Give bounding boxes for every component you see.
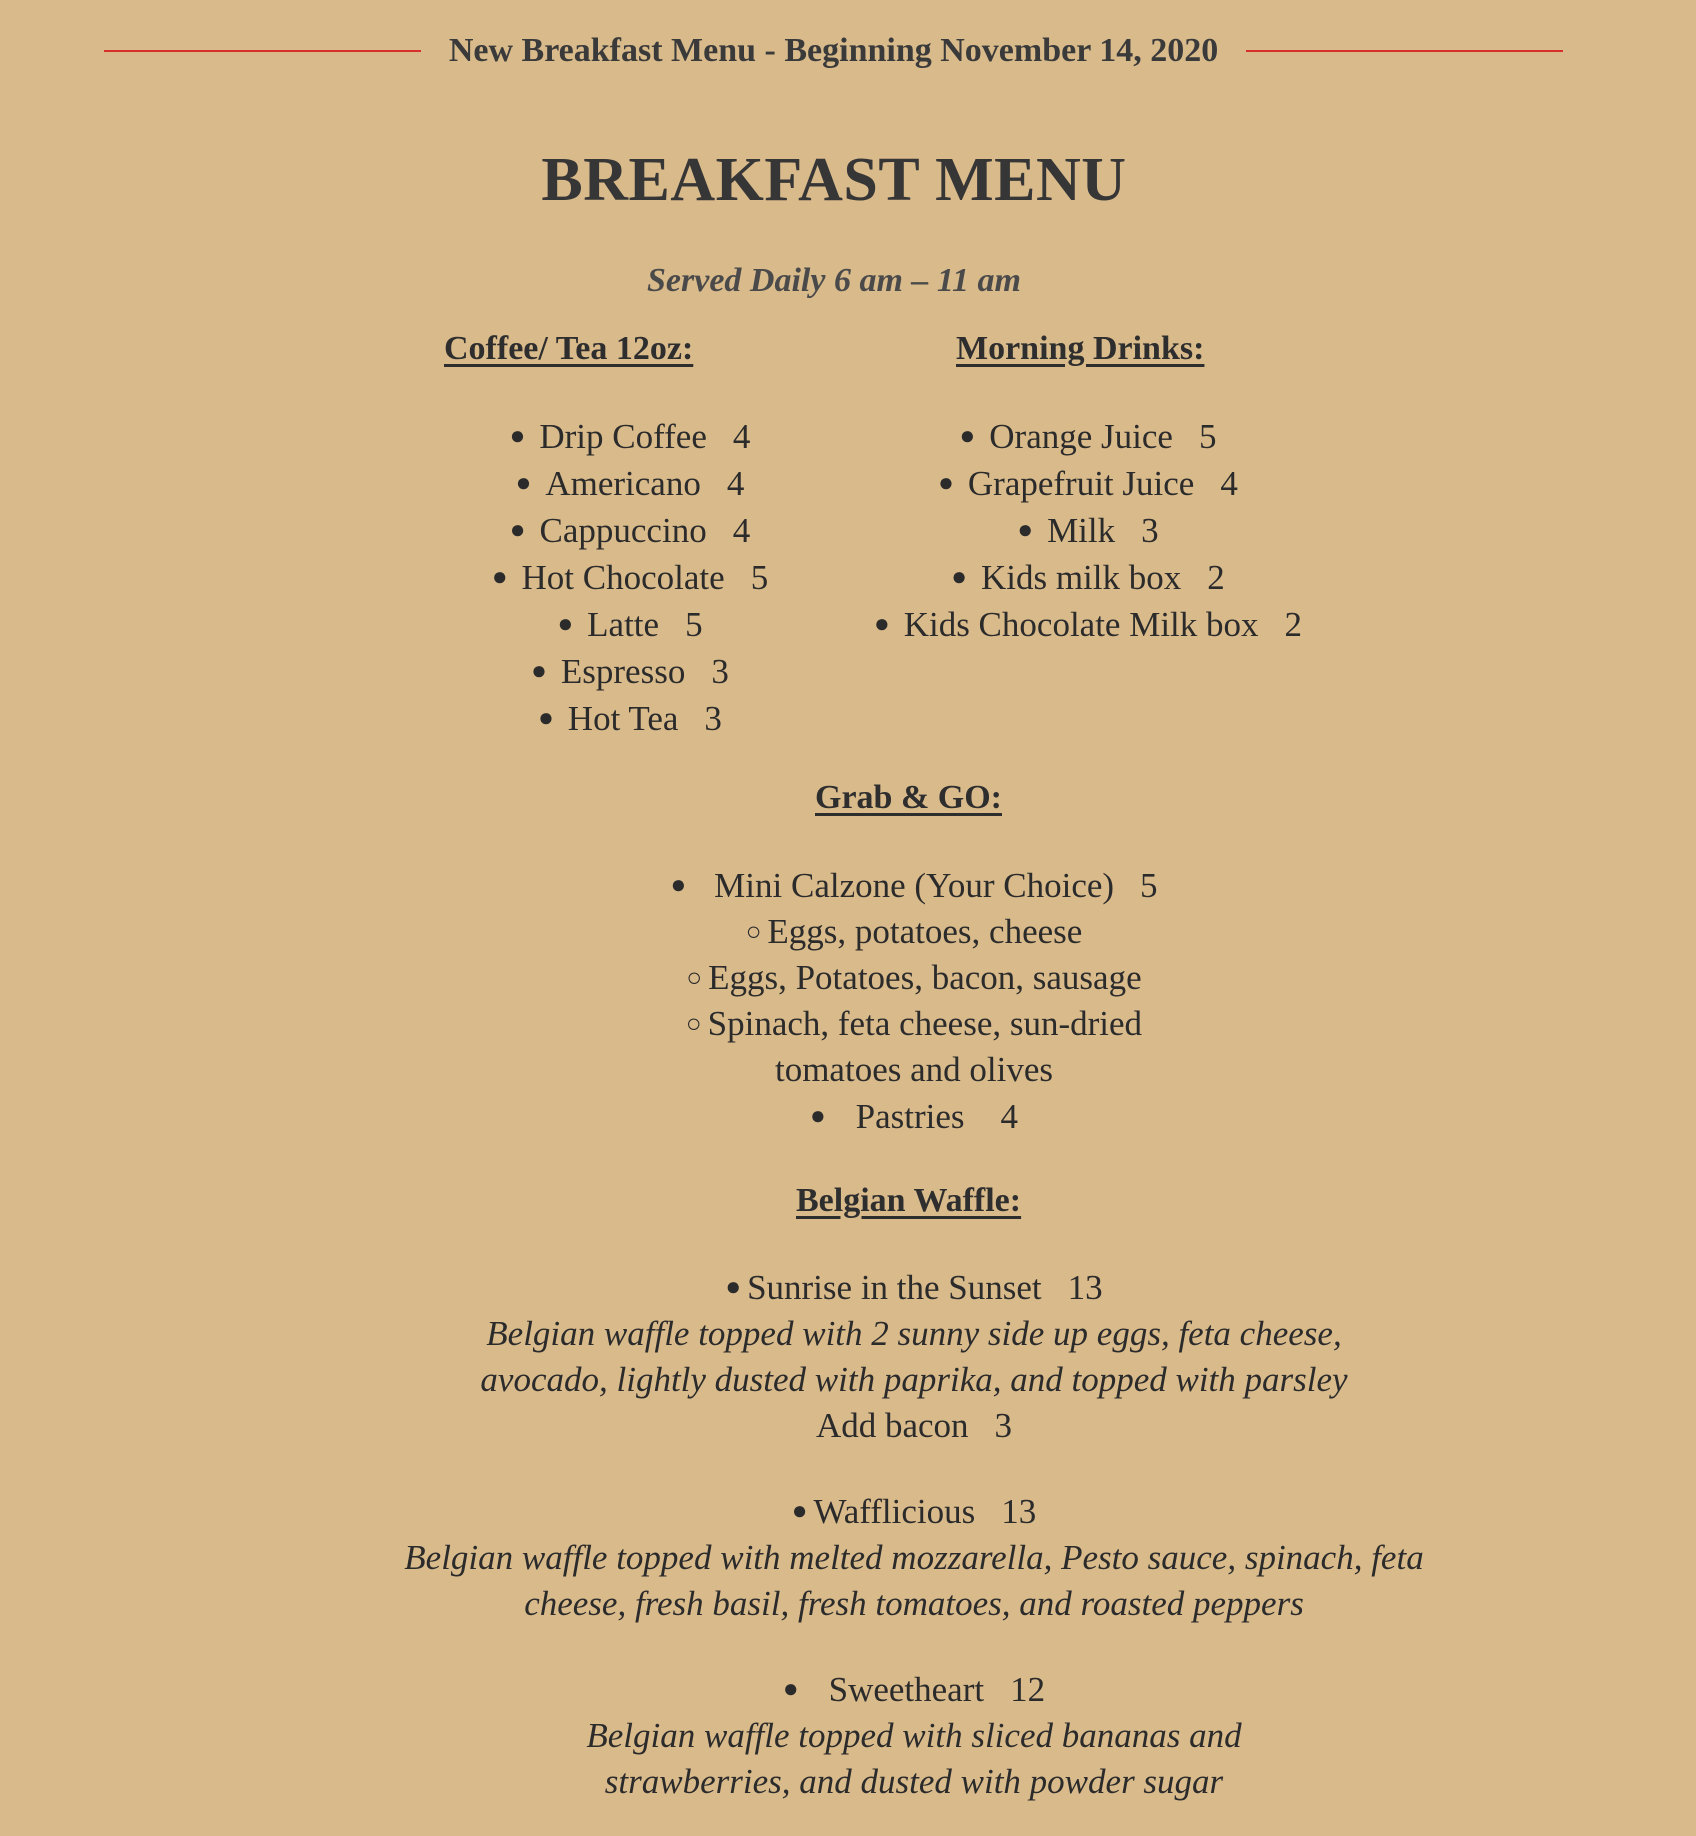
item-price: 4 — [732, 511, 751, 550]
item-price: 4 — [1000, 1097, 1019, 1136]
option-text: Eggs, Potatoes, bacon, sausage — [708, 958, 1142, 997]
bullet-icon: ● — [725, 1272, 742, 1301]
item-name: Cappuccino — [539, 511, 707, 550]
bullet-icon: ● — [1017, 515, 1034, 544]
bullet-icon: ● — [951, 562, 967, 591]
bullet-icon: ● — [809, 1101, 826, 1130]
item-description: Belgian waffle topped with melted mozzarella, Pesto sauce, spinach, feta — [404, 1538, 1424, 1577]
item-name: Grapefruit Juice — [967, 464, 1195, 503]
item-name: Kids Chocolate Milk box — [903, 605, 1259, 644]
coffee-tea-heading: Coffee/ Tea 12oz: — [444, 330, 694, 367]
bullet-icon: ● — [670, 870, 687, 899]
option-continuation: tomatoes and olives — [774, 1050, 1053, 1089]
item-price: 2 — [1207, 558, 1225, 597]
addon — [0, 1403, 1696, 1449]
list-item — [838, 413, 1338, 460]
item-price: 13 — [1001, 1492, 1037, 1531]
item-name: Hot Tea — [567, 699, 679, 738]
list-item — [838, 554, 1338, 601]
banner-left-rule — [104, 50, 421, 52]
option-text: Eggs, potatoes, cheese — [767, 912, 1083, 951]
waffle-item-wafflicious — [0, 1488, 1696, 1627]
bullet-icon: ● — [791, 1496, 808, 1525]
belgian-waffle-heading: Belgian Waffle: — [796, 1182, 1022, 1219]
bullet-icon: ● — [531, 656, 547, 685]
waffle-item-title — [0, 1666, 1696, 1713]
item-price: 13 — [1067, 1268, 1103, 1307]
serving-hours: Served Daily 6 am – 11 am — [647, 262, 1021, 299]
item-price: 4 — [726, 464, 745, 503]
item-name: Pastries — [855, 1097, 965, 1136]
item-name: Sunrise in the Sunset — [747, 1268, 1042, 1307]
item-price: 4 — [1220, 464, 1238, 503]
item-description: Belgian waffle topped with sliced bananas and — [586, 1716, 1242, 1755]
addon-name: Add bacon — [815, 1406, 969, 1445]
bullet-icon: ● — [873, 609, 890, 638]
bullet-icon: ● — [538, 703, 554, 732]
bullet-icon: ● — [557, 609, 574, 638]
item-price: 3 — [704, 699, 722, 738]
waffle-item-sunrise — [0, 1264, 1696, 1449]
item-name: Milk — [1047, 511, 1116, 550]
list-item — [380, 413, 880, 460]
waffle-item-title — [0, 1488, 1696, 1535]
item-price: 3 — [1141, 511, 1159, 550]
coffee-tea-list — [380, 413, 880, 742]
item-name: Kids milk box — [980, 558, 1182, 597]
addon-price: 3 — [994, 1406, 1013, 1445]
list-item — [380, 507, 880, 554]
item-name: Wafflicious — [813, 1492, 976, 1531]
item-price: 4 — [732, 417, 751, 456]
item-price: 12 — [1010, 1670, 1046, 1709]
circle-bullet-icon: ○ — [686, 963, 703, 992]
option-item — [0, 1001, 1696, 1047]
list-item — [380, 648, 880, 695]
list-item — [838, 460, 1338, 507]
item-description: cheese, fresh basil, fresh tomatoes, and roasted peppers — [524, 1584, 1304, 1623]
waffle-item-title — [0, 1264, 1696, 1311]
item-name: Drip Coffee — [539, 417, 707, 456]
top-banner — [104, 22, 1563, 80]
bullet-icon: ● — [959, 421, 976, 450]
item-name: Americano — [545, 464, 701, 503]
circle-bullet-icon: ○ — [685, 1009, 702, 1038]
option-item — [0, 909, 1696, 955]
morning-drinks-list — [838, 413, 1338, 648]
list-item — [0, 862, 1696, 909]
item-description: avocado, lightly dusted with paprika, and topped with parsley — [480, 1360, 1348, 1399]
item-name: Sweetheart — [828, 1670, 985, 1709]
list-item — [838, 507, 1338, 554]
item-price: 3 — [711, 652, 729, 691]
item-price: 5 — [750, 558, 769, 597]
bullet-icon: ● — [509, 515, 526, 544]
list-item — [380, 601, 880, 648]
option-text: Spinach, feta cheese, sun-dried — [707, 1004, 1143, 1043]
list-item — [838, 601, 1338, 648]
morning-drinks-heading: Morning Drinks: — [956, 330, 1205, 367]
list-item — [380, 695, 880, 742]
item-name: Espresso — [560, 652, 686, 691]
grab-go-list — [0, 862, 1696, 1140]
item-description: Belgian waffle topped with 2 sunny side up eggs, feta cheese, — [486, 1314, 1342, 1353]
item-price: 5 — [685, 605, 703, 644]
grab-go-heading: Grab & GO: — [815, 779, 1002, 816]
page-title: BREAKFAST MENU — [541, 146, 1127, 214]
banner-right-rule — [1246, 50, 1563, 52]
list-item — [380, 554, 880, 601]
bullet-icon: ● — [491, 562, 508, 591]
item-description: strawberries, and dusted with powder sugar — [604, 1762, 1224, 1801]
item-name: Latte — [587, 605, 660, 644]
bullet-icon: ● — [509, 421, 526, 450]
item-name: Mini Calzone (Your Choice) — [714, 866, 1115, 905]
item-name: Hot Chocolate — [521, 558, 725, 597]
list-item — [0, 1093, 1696, 1140]
bullet-icon: ● — [782, 1674, 799, 1703]
item-price: 2 — [1284, 605, 1303, 644]
item-price: 5 — [1198, 417, 1217, 456]
item-price: 5 — [1140, 866, 1158, 905]
waffle-item-sweetheart — [0, 1666, 1696, 1805]
list-item — [380, 460, 880, 507]
circle-bullet-icon: ○ — [745, 917, 762, 946]
option-item — [0, 955, 1696, 1001]
bullet-icon: ● — [515, 468, 532, 497]
banner-text: New Breakfast Menu - Beginning November 14, 2020 — [448, 32, 1219, 69]
item-name: Orange Juice — [989, 417, 1173, 456]
bullet-icon: ● — [938, 468, 954, 497]
